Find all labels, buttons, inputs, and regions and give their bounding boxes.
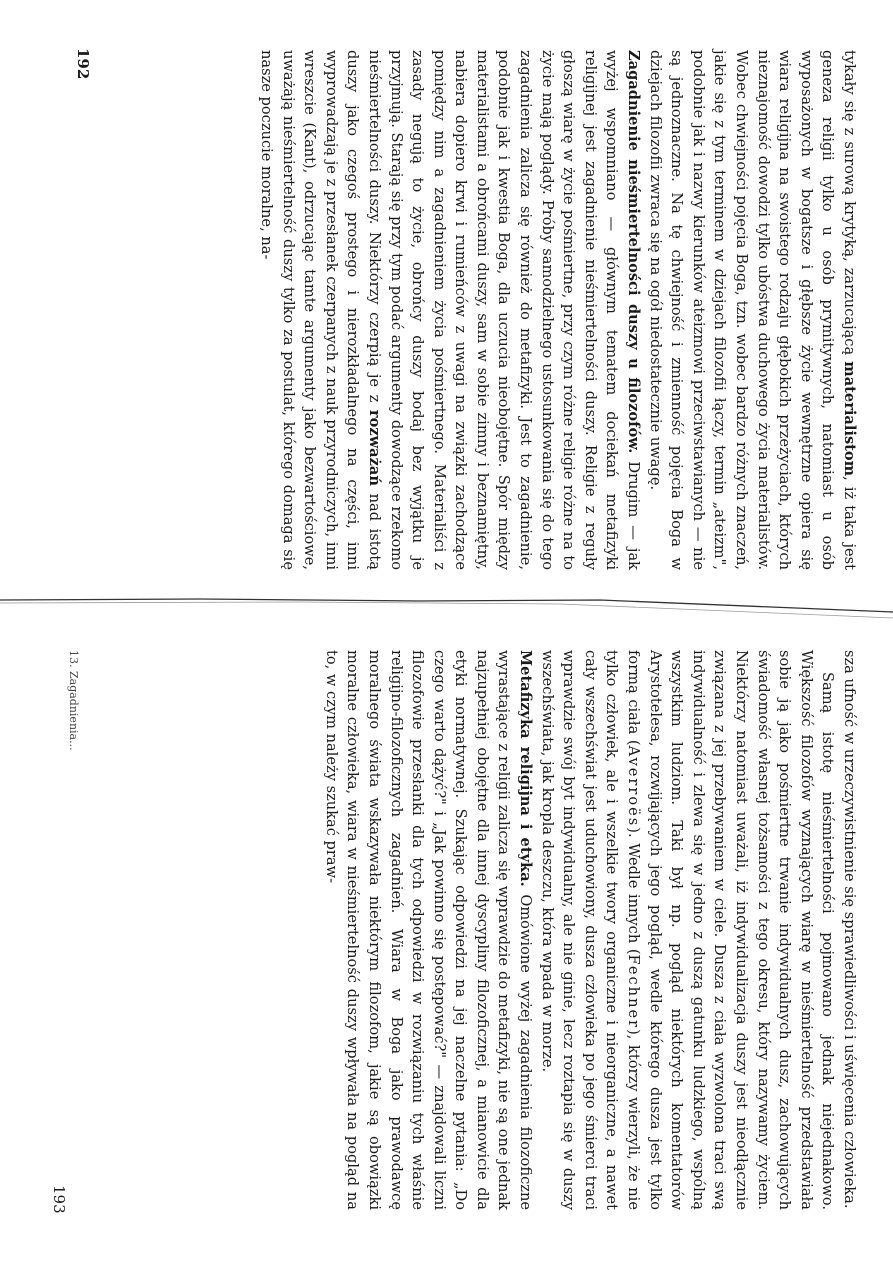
text-run: ), którzy wierzyli, że nie tylko człowiek, ale i wszelkie twory organiczne i nieorganiczne, a nawet cały wszechświat jest uduchowiony, dusza człowieka po jego śmierci traci wprawdzie swój byt indywidualny, ale nie ginie, lecz roztapia się w duszy wszechświata, jak kropla deszczu, która wpada w morze. bbox=[538, 650, 643, 1210]
right-page-text bbox=[320, 650, 860, 1210]
paragraph bbox=[838, 650, 860, 1210]
left-page bbox=[100, 50, 860, 570]
paragraph bbox=[320, 650, 536, 1210]
bold-term: materialistom bbox=[841, 361, 858, 477]
paragraph bbox=[644, 50, 860, 570]
right-page bbox=[100, 650, 860, 1210]
bold-term: Metafizyka religijna i etyka. bbox=[517, 650, 535, 887]
paragraph bbox=[536, 650, 838, 1210]
spaced-name: Averroës bbox=[625, 745, 643, 828]
right-page-number: 193 bbox=[50, 1185, 68, 1214]
paragraph bbox=[255, 50, 644, 570]
bold-term: rozważań bbox=[365, 409, 383, 486]
left-page-number: 192 bbox=[74, 48, 92, 80]
page-fold-line bbox=[0, 596, 893, 622]
text-run: Omówione wyżej zagadnienia filozoficzne wyrastające z religii zalicza się wprawdzie do metafizyki, nie są one jednak najzupełniej obojętne dla innej dyscypliny filozoficznej, a mianowicie dla etyki normatywnej. Szukając odpowiedzi na jej naczelne pytania: „Do czego warto dążyć?" i „Jak powinno się postępować?" — znajdowali liczni filozofowie przesłanki dla tych odpowiedzi w rozwiązaniu tych właśnie religijno-filozoficznych zagadnień. Wiara w Boga jako prawodawcę moralnego świata wskazywała niektórym filozofom, jakie są obowiązki moralne człowieka, wiara w nieśmiertelność duszy wpływała na pogląd na to, w czym należy szukać praw- bbox=[322, 650, 535, 1210]
text-run: ). Wedle innych ( bbox=[625, 827, 643, 955]
left-page-text bbox=[255, 50, 860, 570]
text-run: Samą istotę nieśmiertelności pojmowano jednak niejednakowo. Większość filozofów wyznających wiarę w nieśmiertelność przedstawiała sobie ją jako pośmiertne trwanie indywidualnych dusz, zachowujących świadomość własnej tożsamości z tego okresu, który nazywamy życiem. Niektórzy natomiast uważali, iż indywidualizacja duszy jest nieodłącznie związana z jej przebywaniem w ciele. Dusza z ciała wyzwolona traci swą indywidualność i zlewa się w jedno z duszą gatunku ludzkiego, wspólną wszystkim ludziom. Taki był np. pogląd niektórych komentatorów Arystotelesa, rozwijających jego pogląd, wedle którego dusza jest tylko formą ciała ( bbox=[625, 650, 837, 1210]
text-run: tykały się z surową krytyką, zarzucającą bbox=[841, 50, 858, 362]
text-run: sza ufność w urzeczywistnienie się sprawiedliwości i uświęcenia człowieka. bbox=[841, 650, 858, 1209]
spaced-name: Fechner bbox=[625, 954, 643, 1030]
text-run: Drugim — jak wyżej wspomniano — głównym tematem dociekań metafizyki religijnej jest zagadnienie nieśmiertelności duszy. Religie z reguły głoszą wiarę w życie pośmiertne, przy czym różne religie różne na to życie mają poglądy. Próby samodzielnego ustosunkowania się do tego zagadnienia zalicza się również do metafizyki. Jest to zagadnienie, podobnie jak i kwestia Boga, dla uczucia nieobojętne. Spór między materialistami a obrońcami duszy, sam w sobie zimny i beznamiętny, nabiera dopiero krwi i rumieńców z uwagi na związki zachodzące pomiędzy nim a zagadnieniem życia pośmiertnego. Materialiści z zasady negują to życie, obrońcy duszy bodaj bez wyjątku je przyjmują. Starają się przy tym podać argumenty dowodzące rzekomo nieśmiertelności duszy. Niektórzy czerpią je z bbox=[365, 50, 643, 570]
footnote-signature: 13. Zagadnienia... bbox=[67, 650, 80, 751]
text-run: nad istotą duszy jako czegoś prostego i nierozkładalnego na części, inni wyprowadzają je z przesłanek czerpanych z nauk przyrodniczych, inni wreszcie (Kant), odrzucając tamte argumenty jako bezwartościowe, uważają nieśmiertelność duszy tylko za postulat, którego domaga się nasze poczucie moralne, na- bbox=[257, 50, 383, 570]
bold-term: Zagadnienie nieśmiertelności duszy u filozofów. bbox=[625, 50, 643, 454]
text-run: , iż taka jest geneza religii tylko u osób prymitywnych, natomiast u osób wyposażonych w bogatsze i głębsze życie wewnętrzne opiera się wiara religijna na swoistego rodzaju głębokich przeżyciach, których nieznajomość dowodzi tylko ubóstwa duchowego życia materialistów. Wobec chwiejności pojęcia Boga, tzn. wobec bardzo różnych znaczeń, jakie się z tym terminem w dziejach filozofii łączy, termin „ateizm", podobnie jak i nazwy kierunków ateizmowi przeciwstawianych — nie są jednoznaczne. Na tę chwiejność i zmienność pojęcia Boga w dziejach filozofii zwraca się na ogół niedostatecznie uwagę. bbox=[646, 50, 858, 570]
